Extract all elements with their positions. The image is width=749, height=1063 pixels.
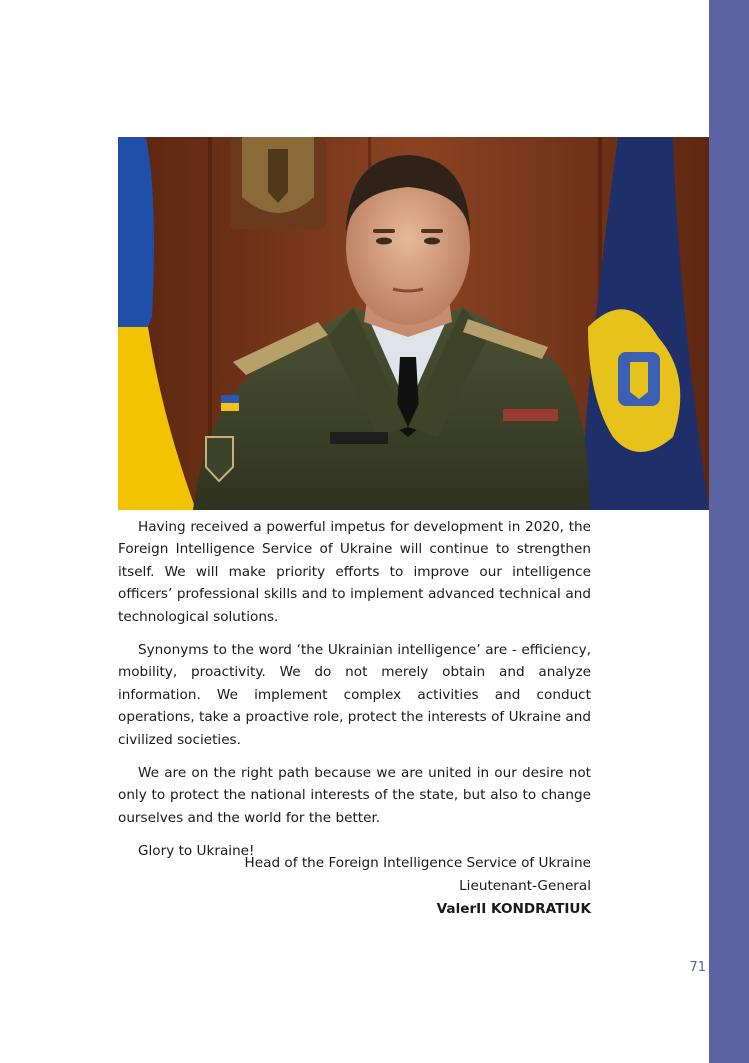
signature-rank: Lieutenant-General bbox=[459, 878, 591, 894]
paragraph: Having received a powerful impetus for development in 2020, the Foreign Intelligence Service of Ukraine will continue to strengthen itself. We will make priority efforts to improve our intelligence officers’ professional skills and to implement advanced technical and technological solutions. bbox=[118, 519, 591, 625]
portrait-photo bbox=[118, 137, 709, 510]
closing-line: Glory to Ukraine! bbox=[138, 843, 255, 860]
signature-name: ValerII KONDRATIUK bbox=[436, 901, 591, 917]
signature-position: Head of the Foreign Intelligence Service of Ukraine bbox=[244, 855, 591, 871]
paragraph: Synonyms to the word ‘the Ukrainian intelligence’ are - efficiency, mobility, proactivity. We do not merely obtain and analyze information. We implement complex activities and conduct operations, take a proactive role, protect the interests of Ukraine and civilized societies. bbox=[118, 642, 591, 748]
side-color-band bbox=[709, 0, 749, 1063]
body-text bbox=[118, 516, 591, 875]
signature-block bbox=[118, 852, 591, 921]
paragraph: We are on the right path because we are united in our desire not only to protect the national interests of the state, but also to change ourselves and the world for the better. bbox=[118, 765, 591, 826]
page-number: 71 bbox=[689, 960, 706, 975]
